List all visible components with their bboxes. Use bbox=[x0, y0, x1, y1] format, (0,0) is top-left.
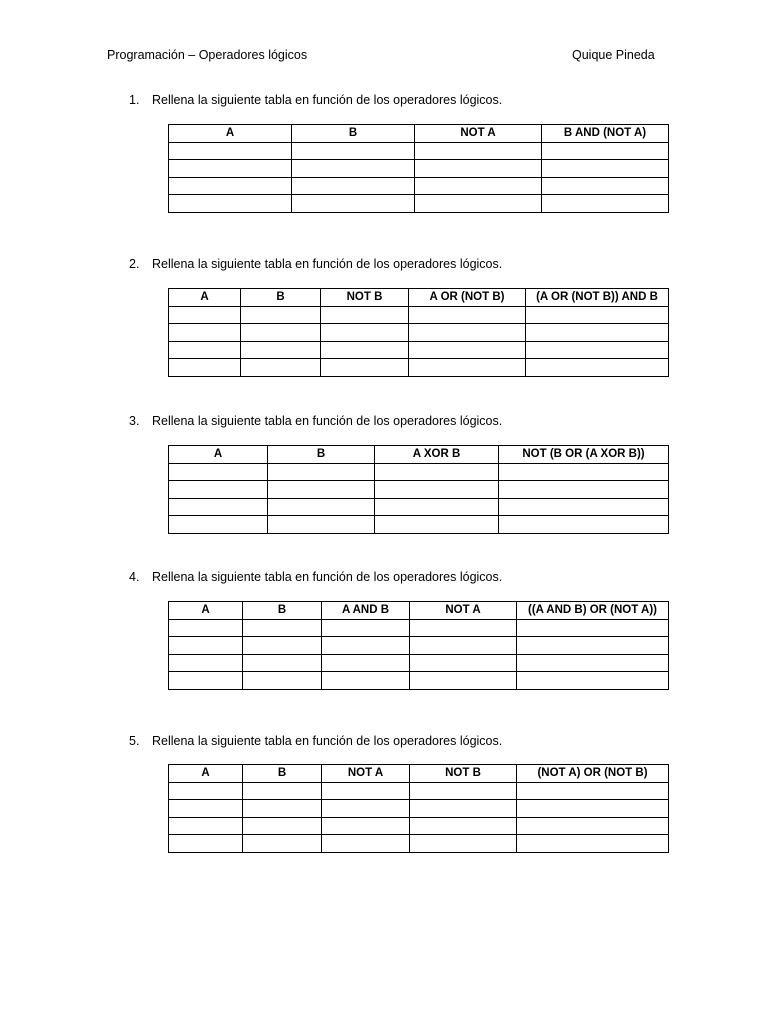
table-cell[interactable] bbox=[542, 177, 669, 195]
table-cell[interactable] bbox=[322, 654, 410, 672]
table-cell[interactable] bbox=[409, 341, 526, 359]
exercise-instruction bbox=[129, 414, 502, 428]
table-cell[interactable] bbox=[241, 324, 321, 342]
exercise-number: 2. bbox=[129, 257, 140, 271]
table-row bbox=[169, 160, 669, 178]
table-cell[interactable] bbox=[499, 516, 669, 534]
table-cell[interactable] bbox=[542, 142, 669, 160]
table-cell[interactable] bbox=[169, 835, 243, 853]
table-cell[interactable] bbox=[409, 359, 526, 377]
table-cell[interactable] bbox=[169, 637, 243, 655]
table-cell[interactable] bbox=[410, 654, 517, 672]
table-cell[interactable] bbox=[517, 835, 669, 853]
column-header: NOT A bbox=[415, 125, 542, 143]
table-cell[interactable] bbox=[322, 817, 410, 835]
table-cell[interactable] bbox=[169, 516, 268, 534]
table-cell[interactable] bbox=[410, 619, 517, 637]
table-cell[interactable] bbox=[169, 177, 292, 195]
table-row bbox=[169, 324, 669, 342]
table-row bbox=[169, 835, 669, 853]
table-cell[interactable] bbox=[268, 463, 375, 481]
exercise-number: 1. bbox=[129, 93, 140, 107]
table-cell[interactable] bbox=[292, 195, 415, 213]
exercise-text: Rellena la siguiente tabla en función de los operadores lógicos. bbox=[152, 414, 503, 428]
column-header: A AND B bbox=[322, 602, 410, 620]
table-row bbox=[169, 195, 669, 213]
table-cell[interactable] bbox=[375, 481, 499, 499]
table-cell[interactable] bbox=[542, 160, 669, 178]
table-cell[interactable] bbox=[169, 481, 268, 499]
table-cell[interactable] bbox=[243, 800, 322, 818]
table-cell[interactable] bbox=[415, 160, 542, 178]
table-cell[interactable] bbox=[292, 177, 415, 195]
column-header: (A OR (NOT B)) AND B bbox=[526, 289, 669, 307]
table-cell[interactable] bbox=[409, 324, 526, 342]
table-cell[interactable] bbox=[243, 619, 322, 637]
table-cell[interactable] bbox=[517, 654, 669, 672]
truth-table bbox=[168, 601, 669, 690]
column-header: A bbox=[169, 765, 243, 783]
table-cell[interactable] bbox=[268, 481, 375, 499]
table-cell[interactable] bbox=[499, 463, 669, 481]
table-cell[interactable] bbox=[526, 341, 669, 359]
table-cell[interactable] bbox=[526, 359, 669, 377]
document-title: Programación – Operadores lógicos bbox=[107, 48, 308, 62]
table-header-row bbox=[169, 125, 669, 143]
table-cell[interactable] bbox=[499, 481, 669, 499]
column-header: A bbox=[169, 602, 243, 620]
exercise-text: Rellena la siguiente tabla en función de los operadores lógicos. bbox=[152, 257, 503, 271]
table-cell[interactable] bbox=[243, 654, 322, 672]
column-header: (NOT A) OR (NOT B) bbox=[517, 765, 669, 783]
table-cell[interactable] bbox=[169, 195, 292, 213]
table-cell[interactable] bbox=[321, 306, 409, 324]
table-cell[interactable] bbox=[322, 637, 410, 655]
table-cell[interactable] bbox=[410, 672, 517, 690]
table-cell[interactable] bbox=[241, 341, 321, 359]
table-cell[interactable] bbox=[526, 306, 669, 324]
table-row bbox=[169, 341, 669, 359]
table-row bbox=[169, 782, 669, 800]
table-cell[interactable] bbox=[410, 817, 517, 835]
table-cell[interactable] bbox=[322, 800, 410, 818]
table-cell[interactable] bbox=[169, 672, 243, 690]
truth-table bbox=[168, 288, 669, 377]
table-cell[interactable] bbox=[517, 619, 669, 637]
table-row bbox=[169, 481, 669, 499]
table-cell[interactable] bbox=[268, 516, 375, 534]
table-header-row bbox=[169, 765, 669, 783]
table-row bbox=[169, 637, 669, 655]
table-cell[interactable] bbox=[292, 142, 415, 160]
column-header: A bbox=[169, 125, 292, 143]
table-cell[interactable] bbox=[268, 498, 375, 516]
table-cell[interactable] bbox=[517, 800, 669, 818]
table-row bbox=[169, 817, 669, 835]
column-header: B bbox=[243, 602, 322, 620]
table-cell[interactable] bbox=[410, 637, 517, 655]
exercise-text: Rellena la siguiente tabla en función de los operadores lógicos. bbox=[152, 570, 503, 584]
table-cell[interactable] bbox=[169, 341, 241, 359]
column-header: NOT B bbox=[321, 289, 409, 307]
table-cell[interactable] bbox=[169, 324, 241, 342]
table-cell[interactable] bbox=[243, 817, 322, 835]
table-cell[interactable] bbox=[517, 637, 669, 655]
table-cell[interactable] bbox=[241, 306, 321, 324]
exercise-number: 5. bbox=[129, 734, 140, 748]
table-cell[interactable] bbox=[169, 619, 243, 637]
table-row bbox=[169, 142, 669, 160]
table-cell[interactable] bbox=[517, 672, 669, 690]
table-cell[interactable] bbox=[169, 782, 243, 800]
table-cell[interactable] bbox=[292, 160, 415, 178]
column-header: ((A AND B) OR (NOT A)) bbox=[517, 602, 669, 620]
column-header: B bbox=[292, 125, 415, 143]
table-row bbox=[169, 516, 669, 534]
table-row bbox=[169, 306, 669, 324]
exercise-number: 4. bbox=[129, 570, 140, 584]
column-header: A bbox=[169, 446, 268, 464]
table-cell[interactable] bbox=[415, 142, 542, 160]
table-cell[interactable] bbox=[169, 817, 243, 835]
table-cell[interactable] bbox=[169, 306, 241, 324]
table-cell[interactable] bbox=[169, 359, 241, 377]
author-name: Quique Pineda bbox=[572, 48, 655, 62]
table-cell[interactable] bbox=[322, 672, 410, 690]
column-header: B AND (NOT A) bbox=[542, 125, 669, 143]
table-cell[interactable] bbox=[169, 654, 243, 672]
table-cell[interactable] bbox=[322, 619, 410, 637]
truth-table bbox=[168, 764, 669, 853]
table-cell[interactable] bbox=[322, 782, 410, 800]
column-header: A bbox=[169, 289, 241, 307]
exercise-text: Rellena la siguiente tabla en función de los operadores lógicos. bbox=[152, 734, 503, 748]
table-cell[interactable] bbox=[415, 177, 542, 195]
column-header: B bbox=[268, 446, 375, 464]
table-cell[interactable] bbox=[321, 359, 409, 377]
table-cell[interactable] bbox=[375, 516, 499, 534]
table-cell[interactable] bbox=[169, 142, 292, 160]
table-cell[interactable] bbox=[375, 498, 499, 516]
table-row bbox=[169, 463, 669, 481]
table-cell[interactable] bbox=[415, 195, 542, 213]
table-cell[interactable] bbox=[169, 160, 292, 178]
exercise-instruction bbox=[129, 257, 502, 271]
column-header: B bbox=[241, 289, 321, 307]
table-cell[interactable] bbox=[526, 324, 669, 342]
column-header: NOT (B OR (A XOR B)) bbox=[499, 446, 669, 464]
column-header: NOT A bbox=[410, 602, 517, 620]
table-cell[interactable] bbox=[169, 498, 268, 516]
exercise-instruction bbox=[129, 93, 502, 107]
table-row bbox=[169, 654, 669, 672]
table-cell[interactable] bbox=[169, 463, 268, 481]
truth-table bbox=[168, 445, 669, 534]
exercise-instruction bbox=[129, 734, 502, 748]
table-row bbox=[169, 619, 669, 637]
exercise-number: 3. bbox=[129, 414, 140, 428]
table-cell[interactable] bbox=[410, 782, 517, 800]
table-header-row bbox=[169, 602, 669, 620]
table-header-row bbox=[169, 446, 669, 464]
table-cell[interactable] bbox=[243, 672, 322, 690]
table-row bbox=[169, 359, 669, 377]
table-cell[interactable] bbox=[243, 782, 322, 800]
table-row bbox=[169, 498, 669, 516]
table-cell[interactable] bbox=[375, 463, 499, 481]
column-header: NOT A bbox=[322, 765, 410, 783]
exercise-instruction bbox=[129, 570, 502, 584]
table-cell[interactable] bbox=[243, 835, 322, 853]
table-cell[interactable] bbox=[410, 835, 517, 853]
table-cell[interactable] bbox=[322, 835, 410, 853]
table-cell[interactable] bbox=[542, 195, 669, 213]
table-cell[interactable] bbox=[169, 800, 243, 818]
column-header: NOT B bbox=[410, 765, 517, 783]
table-row bbox=[169, 177, 669, 195]
table-row bbox=[169, 672, 669, 690]
truth-table bbox=[168, 124, 669, 213]
column-header: A OR (NOT B) bbox=[409, 289, 526, 307]
table-row bbox=[169, 800, 669, 818]
table-cell[interactable] bbox=[517, 782, 669, 800]
column-header: B bbox=[243, 765, 322, 783]
table-cell[interactable] bbox=[409, 306, 526, 324]
table-cell[interactable] bbox=[321, 324, 409, 342]
table-cell[interactable] bbox=[517, 817, 669, 835]
table-cell[interactable] bbox=[410, 800, 517, 818]
table-cell[interactable] bbox=[243, 637, 322, 655]
table-cell[interactable] bbox=[321, 341, 409, 359]
exercise-text: Rellena la siguiente tabla en función de los operadores lógicos. bbox=[152, 93, 503, 107]
table-header-row bbox=[169, 289, 669, 307]
column-header: A XOR B bbox=[375, 446, 499, 464]
table-cell[interactable] bbox=[241, 359, 321, 377]
table-cell[interactable] bbox=[499, 498, 669, 516]
